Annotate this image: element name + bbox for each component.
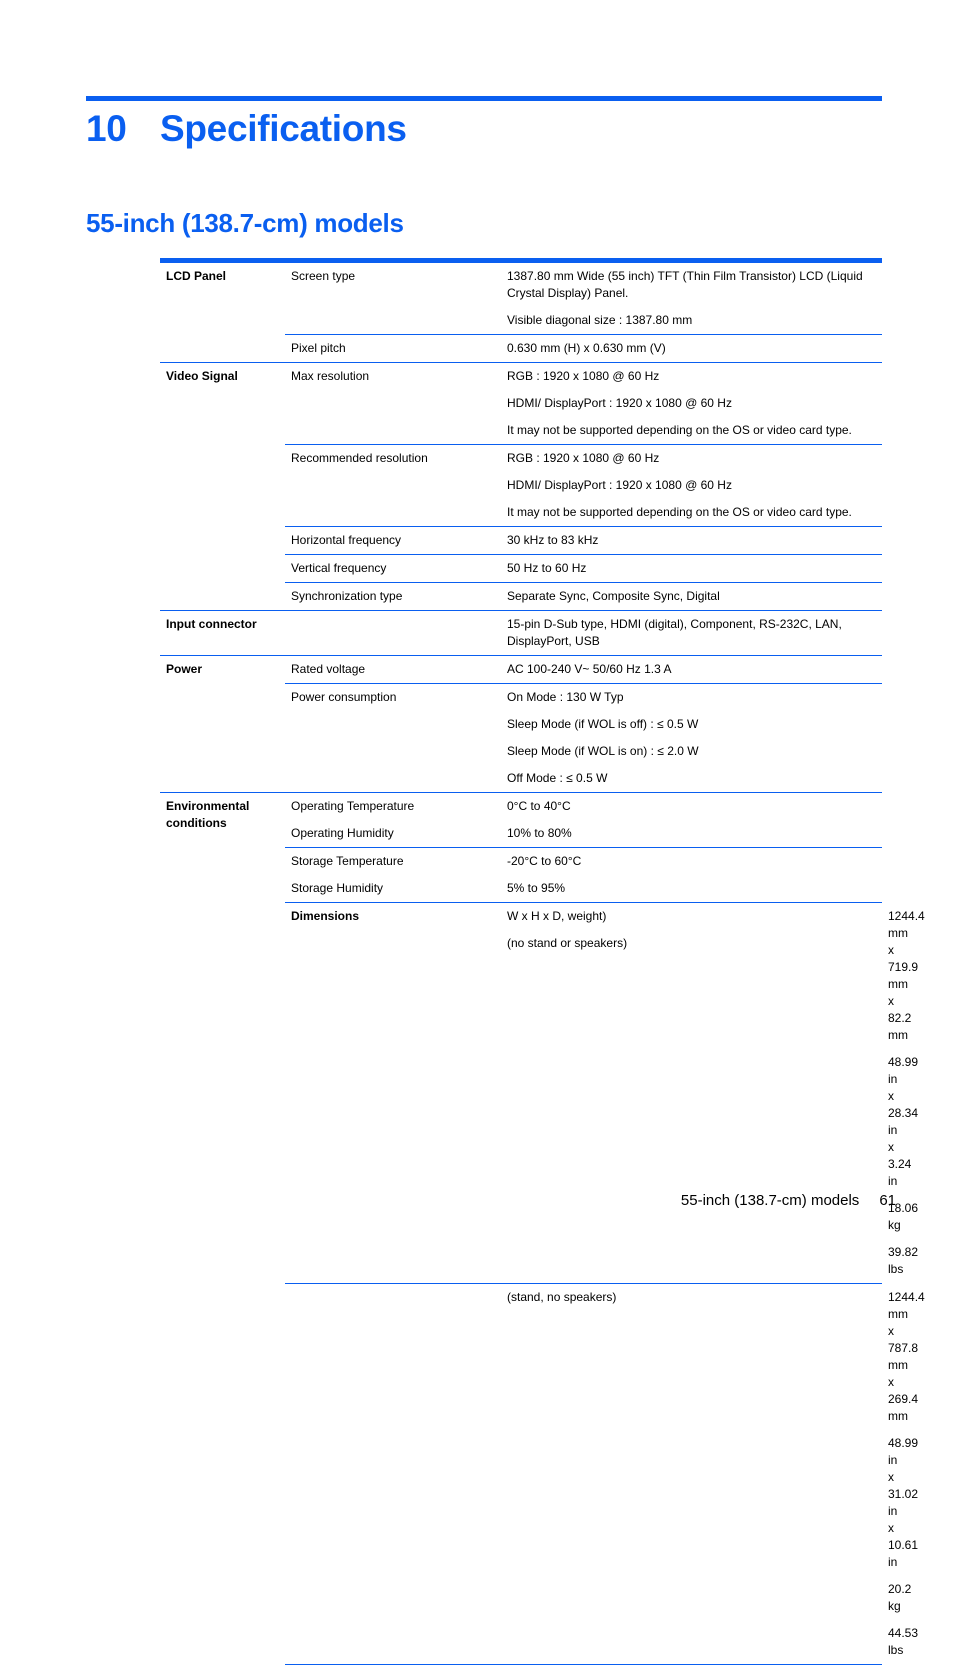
value-cell: 30 kHz to 83 kHz bbox=[501, 527, 882, 555]
table-row: (stand, no speakers) 1244.4 mm x 787.8 mm x 269.4 mm 48.99 in x 31.02 in x 10.61 in 20.2 kg 44.53 lbs bbox=[160, 1284, 882, 1665]
table-row bbox=[160, 611, 882, 656]
spec-cell: Pixel pitch bbox=[285, 335, 501, 363]
value-cell: AC 100-240 V~ 50/60 Hz 1.3 A bbox=[501, 656, 882, 684]
table-row: Dimensions W x H x D, weight) (no stand or speakers) 1244.4 mm x 719.9 mm x 82.2 mm 48.99 in x 28.34 in x 3.24 in 18.06 kg 39.82 lbs bbox=[160, 903, 882, 1284]
category-cell bbox=[285, 1284, 501, 1665]
spec-cell: (stand, no speakers) bbox=[501, 1284, 882, 1665]
value-cell: 50 Hz to 60 Hz bbox=[501, 555, 882, 583]
spec-table bbox=[160, 263, 925, 1665]
value-cell: RGB : 1920 x 1080 @ 60 Hz HDMI/ DisplayPort : 1920 x 1080 @ 60 Hz It may not be supported depending on the OS or video card type. bbox=[501, 363, 882, 445]
table-row bbox=[160, 793, 882, 848]
spec-cell: Horizontal frequency bbox=[285, 527, 501, 555]
spec-cell: Screen type bbox=[291, 269, 356, 283]
value-cell: -20°C to 60°C 5% to 95% bbox=[501, 848, 882, 903]
spec-cell: Storage Temperature Storage Humidity bbox=[285, 848, 501, 903]
spec-cell: Operating Temperature Operating Humidity bbox=[285, 793, 501, 848]
value-cell: RGB : 1920 x 1080 @ 60 Hz HDMI/ DisplayPort : 1920 x 1080 @ 60 Hz It may not be supported depending on the OS or video card type. bbox=[501, 445, 882, 527]
spec-cell: Power consumption bbox=[285, 684, 501, 793]
value-cell: 0.630 mm (H) x 0.630 mm (V) bbox=[501, 335, 882, 363]
category-cell: Input connector bbox=[160, 611, 285, 656]
spec-cell: Vertical frequency bbox=[285, 555, 501, 583]
spec-cell bbox=[285, 611, 501, 656]
footer-section-title: 55-inch (138.7-cm) models bbox=[680, 1192, 860, 1209]
category-cell: Video Signal bbox=[160, 363, 285, 611]
chapter-number: 10 bbox=[86, 108, 127, 149]
spec-cell: Rated voltage bbox=[285, 656, 501, 684]
table-row bbox=[160, 363, 882, 445]
chapter-rule bbox=[86, 96, 882, 101]
spec-cell: W x H x D, weight) (no stand or speakers) bbox=[501, 903, 882, 1284]
value-cell: On Mode : 130 W Typ Sleep Mode (if WOL is off) : ≤ 0.5 W Sleep Mode (if WOL is on) : ≤ 2.0 W Off Mode : ≤ 0.5 W bbox=[501, 684, 882, 793]
category-cell: Power bbox=[160, 656, 285, 793]
page-number: 61 bbox=[879, 1192, 896, 1209]
value-cell: Separate Sync, Composite Sync, Digital bbox=[501, 583, 882, 611]
category-cell: Environmental conditions bbox=[160, 793, 285, 1665]
value-cell: 15-pin D-Sub type, HDMI (digital), Component, RS-232C, LAN, DisplayPort, USB bbox=[501, 611, 882, 656]
table-row bbox=[160, 656, 882, 684]
chapter-heading bbox=[86, 108, 407, 150]
value-cell: 0°C to 40°C 10% to 80% bbox=[501, 793, 882, 848]
spec-cell: Synchronization type bbox=[285, 583, 501, 611]
spec-cell: Recommended resolution bbox=[285, 445, 501, 527]
category-cell: Dimensions bbox=[285, 903, 501, 1284]
value-cell: 1387.80 mm Wide (55 inch) TFT (Thin Film Transistor) LCD (Liquid Crystal Display) Panel. Visible diagonal size : 1387.80 mm bbox=[507, 269, 863, 327]
spec-cell: Max resolution bbox=[285, 363, 501, 445]
category-cell: LCD Panel bbox=[166, 269, 227, 283]
section-title: 55-inch (138.7-cm) models bbox=[86, 208, 404, 238]
chapter-title: Specifications bbox=[160, 108, 407, 149]
page-footer bbox=[681, 1192, 896, 1209]
table-row bbox=[160, 263, 882, 335]
